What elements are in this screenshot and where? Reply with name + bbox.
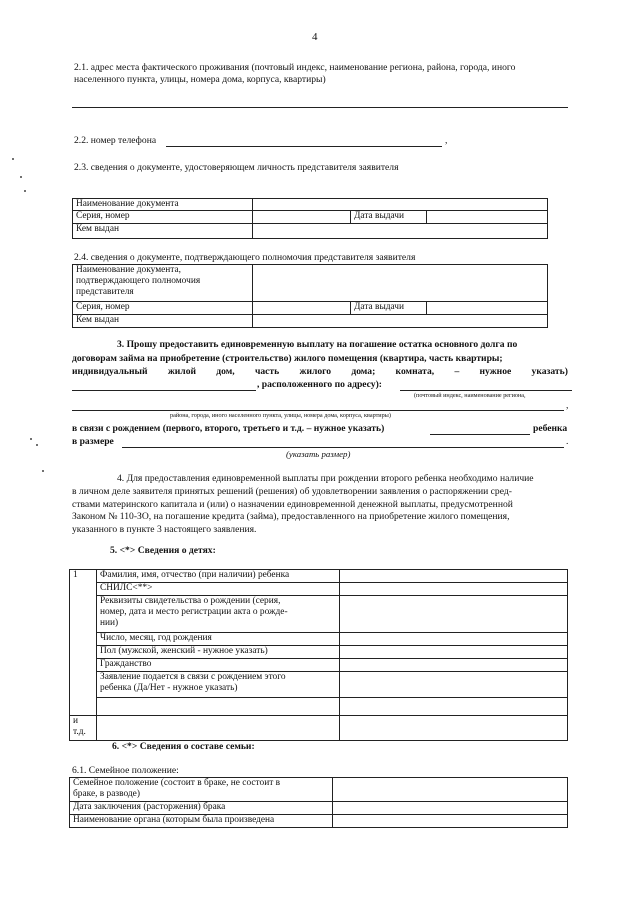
cell-marital-status-value[interactable]: [333, 778, 568, 802]
address-part2-fill-line[interactable]: [72, 410, 564, 411]
child-statement-line2: ребенка (Да/Нет - нужное указать): [100, 683, 238, 693]
scan-speck: [42, 470, 44, 472]
scan-speck: [12, 158, 14, 160]
cell-auth-issue-date-label: Дата выдачи: [351, 302, 427, 315]
marital-status-line2: браке, в разводе): [73, 789, 140, 799]
family-status-table: [69, 777, 568, 828]
s3-l3-word: –: [454, 366, 460, 377]
address-fill-line[interactable]: [72, 107, 568, 108]
s3-line2: договорам займа на приобретение (строительство) жилого помещения (квартира, часть квартиры;: [72, 353, 503, 364]
s6-title: 6. <*> Сведения о составе семьи:: [112, 741, 255, 752]
cell-child-snils-value[interactable]: [340, 583, 568, 596]
s3-line3: [72, 366, 568, 378]
cell-child-statement-label: [97, 672, 340, 698]
s3-l3-word: нужное: [479, 366, 512, 377]
child-statement-line1: Заявление подается в связи с рождением этого: [100, 672, 286, 682]
cell-registry-authority-value[interactable]: [333, 815, 568, 828]
s4-line5: указанного в пункте 3 настоящего заявления.: [72, 524, 257, 535]
cell-auth-doc-name-label: [73, 265, 253, 302]
cell-marriage-date-label: Дата заключения (расторжения) брака: [70, 802, 333, 815]
s21-label-line1: 2.1. адрес места фактического проживания (почтовый индекс, наименование региона, района, города, иного: [74, 62, 516, 73]
child-cert-line2: номер, дата и место регистрации акта о рожде-: [100, 607, 288, 617]
cell-child-fio-label: Фамилия, имя, отчество (при наличии) ребенка: [97, 570, 340, 583]
phone-label: 2.2. номер телефона: [74, 135, 157, 146]
cell-next-child-label[interactable]: [97, 716, 340, 741]
s3-line4: , расположенного по адресу):: [257, 379, 382, 390]
cell-issued-by-value[interactable]: [253, 224, 548, 239]
s4-line3: ствами материнского капитала и (или) о назначении единовременной денежной выплаты, предусмотренной: [72, 499, 513, 510]
s3-l3-word: указать): [531, 366, 568, 377]
housing-type-fill-line[interactable]: [72, 390, 256, 391]
marital-status-line1: Семейное положение (состоит в браке, не состоит в: [73, 778, 281, 788]
child-cert-line1: Реквизиты свидетельства о рождении (серия,: [100, 596, 281, 606]
cell-child-snils-label: СНИЛС<**>: [97, 583, 340, 596]
cell-issued-by-label: Кем выдан: [73, 224, 253, 239]
s21-label-line2: населенного пункта, улицы, номера дома, корпуса, квартиры): [74, 74, 326, 85]
s3-l3-word: часть: [254, 366, 280, 377]
cell-issue-date-label: Дата выдачи: [351, 211, 427, 224]
cell-auth-issued-by-label: Кем выдан: [73, 315, 253, 328]
hint-district-city: района, города, иного населенного пункта, улицы, номера дома, корпуса, квартиры): [170, 412, 391, 419]
cell-child-cert-label: [97, 596, 340, 633]
cell-child-citizenship-value[interactable]: [340, 659, 568, 672]
cell-child-dob-value[interactable]: [340, 633, 568, 646]
s24-label: 2.4. сведения о документе, подтверждающего полномочия представителя заявителя: [74, 252, 416, 263]
cell-registry-authority-label: Наименование органа (которым была произведена: [70, 815, 333, 828]
child-number: 1: [70, 570, 97, 716]
s61-label: 6.1. Семейное положение:: [72, 765, 179, 776]
cell-auth-series-label: Серия, номер: [73, 302, 253, 315]
s4-line2: в личном деле заявителя принятых решений (решения) об удовлетворении заявления о распоряжении сред-: [72, 486, 512, 497]
s3-l3-word: индивидуальный: [72, 366, 148, 377]
children-table: [69, 569, 568, 741]
phone-line-comma: ,: [445, 135, 448, 146]
address-part1-fill-line[interactable]: [400, 390, 572, 391]
s3-l3-word: дома;: [351, 366, 376, 377]
cell-issue-date-value[interactable]: [427, 211, 548, 224]
cell-next-child-value[interactable]: [340, 716, 568, 741]
cell-marriage-date-value[interactable]: [333, 802, 568, 815]
s23-label: 2.3. сведения о документе, удостоверяющем личность представителя заявителя: [74, 162, 399, 173]
scan-speck: [24, 190, 26, 192]
auth-doc-name-line1: Наименование документа,: [76, 265, 182, 275]
cell-child-sex-value[interactable]: [340, 646, 568, 659]
s3-l3-word: комната,: [395, 366, 435, 377]
s4-line1: 4. Для предоставления единовременной выплаты при рождении второго ребенка необходимо наличие: [117, 473, 534, 484]
cell-child-cert-value[interactable]: [340, 596, 568, 633]
phone-fill-line[interactable]: [166, 146, 442, 147]
cell-child-citizenship-label: Гражданство: [97, 659, 340, 672]
cell-series-label: Серия, номер: [73, 211, 253, 224]
cell-child-fio-value[interactable]: [340, 570, 568, 583]
cell-child-extra-value[interactable]: [340, 698, 568, 716]
cell-marital-status-label: [70, 778, 333, 802]
s3-amount-label: в размере: [72, 436, 114, 447]
cell-child-statement-value[interactable]: [340, 672, 568, 698]
authority-doc-table: [72, 264, 548, 328]
auth-doc-name-line3: представителя: [76, 287, 134, 297]
address-line-comma: ,: [566, 400, 569, 411]
cell-doc-name-label: Наименование документа: [73, 199, 253, 211]
etc-line2: т.д.: [73, 727, 86, 737]
child-order-fill-line[interactable]: [430, 434, 530, 435]
cell-child-dob-label: Число, месяц, год рождения: [97, 633, 340, 646]
s5-title: 5. <*> Сведения о детях:: [110, 545, 216, 556]
child-cert-line3: нии): [100, 618, 119, 628]
etc-cell: [70, 716, 97, 741]
cell-auth-issued-by-value[interactable]: [253, 315, 548, 328]
etc-line1: и: [73, 716, 79, 726]
s3-l3-word: жилой: [167, 366, 197, 377]
scan-speck: [30, 438, 32, 440]
hint-amount: (указать размер): [286, 449, 351, 459]
s4-line4: Законом № 110-ЗО, на погашение кредита (займа), предоставленного на приобретение жилого помещения,: [72, 511, 510, 522]
s3-line6b: ребенка: [533, 423, 568, 434]
scan-speck: [36, 444, 38, 446]
s3-line6a: в связи с рождением (первого, второго, третьего и т.д. – нужное указать): [72, 423, 385, 434]
cell-auth-issue-date-value[interactable]: [427, 302, 548, 315]
cell-child-sex-label: Пол (мужской, женский - нужное указать): [97, 646, 340, 659]
amount-line-period: .: [566, 436, 569, 447]
scan-speck: [20, 176, 22, 178]
cell-auth-doc-name-value[interactable]: [253, 265, 548, 302]
page-number: 4: [312, 31, 318, 43]
cell-series-value[interactable]: [253, 211, 351, 224]
s3-l3-word: дом,: [216, 366, 235, 377]
hint-postal-region: (почтовый индекс, наименование региона,: [414, 392, 526, 399]
auth-doc-name-line2: подтверждающего полномочия: [76, 276, 201, 286]
cell-doc-name-value[interactable]: [253, 199, 548, 211]
s3-l3-word: жилого: [299, 366, 332, 377]
s3-line1: 3. Прошу предоставить единовременную выплату на погашение остатка основного долга по: [117, 339, 518, 350]
identity-doc-table: [72, 198, 548, 239]
cell-auth-series-value[interactable]: [253, 302, 351, 315]
cell-child-extra-label: [97, 698, 340, 716]
